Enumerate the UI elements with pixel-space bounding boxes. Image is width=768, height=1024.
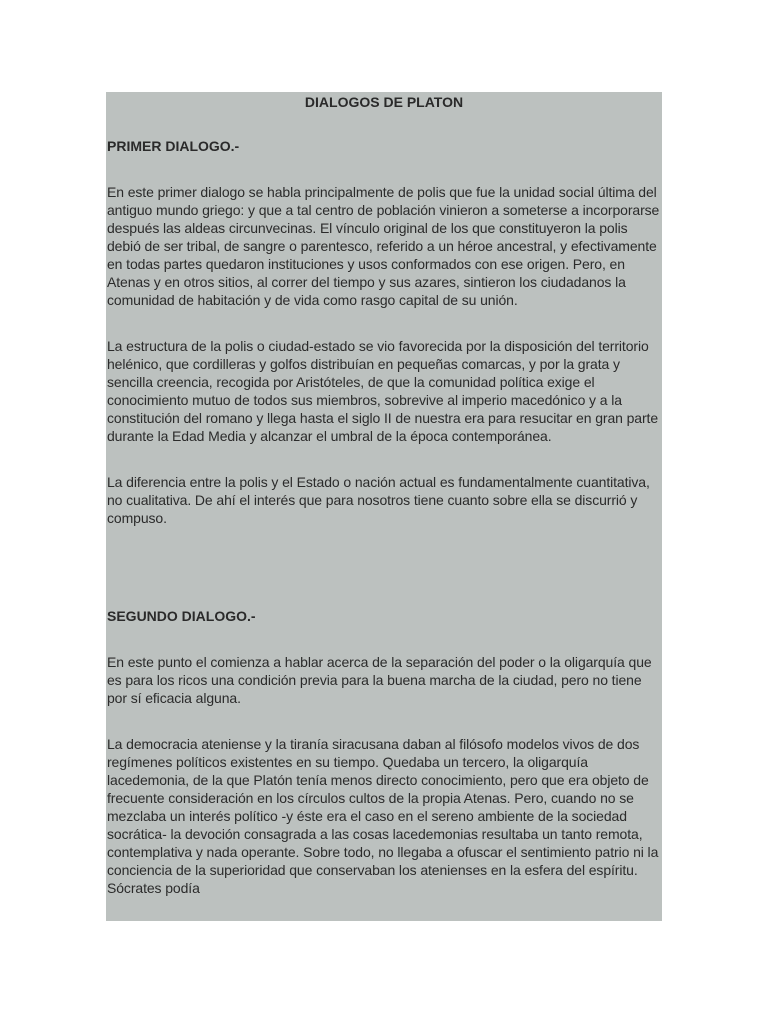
section-heading-primer: PRIMER DIALOGO.- <box>107 138 240 154</box>
paragraph: La diferencia entre la polis y el Estado o nación actual es fundamentalmente cuantitativa, no cualitativa. De ahí el interés que para nosotros tiene cuanto sobre ella se discurrió y compuso. <box>107 474 650 526</box>
section-heading-segundo: SEGUNDO DIALOGO.- <box>107 608 256 624</box>
paragraph: En este punto el comienza a hablar acerca de la separación del poder o la oligarquía que es para los ricos una condición previa para la buena marcha de la ciudad, pero no tiene por sí eficacia alguna. <box>107 654 652 706</box>
document-title: DIALOGOS DE PLATON <box>304 94 464 110</box>
document-text-block <box>106 92 662 921</box>
paragraph: La estructura de la polis o ciudad-estado se vio favorecida por la disposición del territorio helénico, que cordilleras y golfos distribuían en pequeñas comarcas, y por la grata y sencilla creencia, recogida por Aristóteles, de que la comunidad política exige el conocimiento mutuo de todos sus miembros, sobrevive al imperio macedónico y a la constitución del romano y llega hasta el siglo II de nuestra era para resucitar en gran parte durante la Edad Media y alcanzar el umbral de la época contemporánea. <box>107 338 659 444</box>
paragraph: En este primer dialogo se habla principalmente de polis que fue la unidad social última del antiguo mundo griego: y que a tal centro de población vinieron a someterse a incorporarse después las aldeas circunvecinas. El vínculo original de los que constituyeron la polis debió de ser tribal, de sangre o parentesco, referido a un héroe ancestral, y efectivamente en todas partes quedaron instituciones y usos conformados con ese origen. Pero, en Atenas y en otros sitios, al correr del tiempo y sus azares, sintieron los ciudadanos la comunidad de habitación y de vida como rasgo capital de su unión. <box>107 184 660 308</box>
paragraph: La democracia ateniense y la tiranía siracusana daban al filósofo modelos vivos de dos regímenes políticos existentes en su tiempo. Quedaba un tercero, la oligarquía lacedemonia, de la que Platón tenía menos directo conocimiento, pero que era objeto de frecuente consideración en los círculos cultos de la propia Atenas. Pero, cuando no se mezclaba un interés político -y éste era el caso en el sereno ambiente de la sociedad socrática- la devoción consagrada a las cosas lacedemonias resultaba un tanto remota, contemplativa y nada operante. Sobre todo, no llegaba a ofuscar el sentimiento patrio ni la conciencia de la superioridad que conservaban los atenienses en la esfera del espíritu. Sócrates podía <box>107 736 659 896</box>
section-spacer <box>107 555 661 607</box>
